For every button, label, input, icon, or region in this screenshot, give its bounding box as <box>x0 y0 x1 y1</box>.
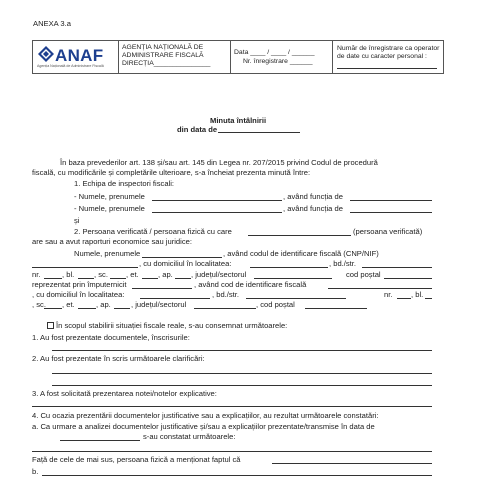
rep-ap-label: , ap. <box>96 300 111 309</box>
inspector-2-name-field[interactable] <box>152 212 282 213</box>
addr-ap-field[interactable] <box>175 278 191 279</box>
answer-1-field[interactable] <box>52 350 432 351</box>
anaf-emblem-icon <box>37 45 55 63</box>
finding-4a-field[interactable] <box>32 451 432 452</box>
answer-3-field[interactable] <box>32 406 432 407</box>
page-subtitle: din data de <box>177 125 218 134</box>
rep-nr-field[interactable] <box>397 298 411 299</box>
addr-bl-field[interactable] <box>78 278 94 279</box>
logo-subtitle: Agenția Națională de Administrare Fiscală <box>37 64 104 68</box>
addr-ap-label: , ap. <box>158 270 173 279</box>
rep-county-label: , județul/sectorul <box>131 300 187 309</box>
question-4a-line-2: s-au constatat următoarele: <box>143 432 236 441</box>
rep-sc-field[interactable] <box>44 308 62 309</box>
question-2: 2. Au fost prezentate în scris următoarele clarificări: <box>32 354 205 363</box>
rep-bl-field[interactable] <box>425 298 432 299</box>
analysis-date-field[interactable] <box>60 440 140 441</box>
meeting-date-field[interactable] <box>218 132 300 133</box>
rep-locality-field[interactable] <box>140 298 210 299</box>
checkbox-label: În scopul stabilirii situației fiscale reale, s-au consemnat următoarele: <box>56 321 288 330</box>
inspector-2-function-field[interactable] <box>350 212 432 213</box>
rep-nr-label: nr. <box>384 290 393 299</box>
addr-nr-field[interactable] <box>44 278 62 279</box>
situation-checkbox[interactable] <box>47 322 54 329</box>
header-table <box>32 40 444 74</box>
agency-line-2: ADMINISTRARE FISCALĂ <box>122 52 204 59</box>
rep-et-field[interactable] <box>78 308 96 309</box>
person-name-field[interactable] <box>142 257 222 258</box>
registration-field[interactable]: Nr. înregistrare ______ <box>243 58 313 65</box>
inspector-1-name-field[interactable] <box>152 200 282 201</box>
addr-et-field[interactable] <box>142 278 158 279</box>
answer-2-line-1[interactable] <box>52 373 432 374</box>
operator-line-2: de date cu caracter personal : <box>337 53 427 60</box>
street-label: , bd./str. <box>329 259 357 268</box>
inspector-1-function-label: , având funcția de <box>283 192 343 201</box>
addr-postal-label: cod poștal <box>346 270 381 279</box>
representative-label: reprezentat prin împuternicit <box>32 280 127 289</box>
addr-county-field[interactable] <box>254 278 332 279</box>
rep-county-field[interactable] <box>194 308 256 309</box>
addr-sc-field[interactable] <box>110 278 126 279</box>
locality-field[interactable] <box>250 267 328 268</box>
anaf-logo: ANAF <box>55 46 104 65</box>
rep-street-field[interactable] <box>246 298 346 299</box>
inspector-2-function-label: , având funcția de <box>283 204 343 213</box>
inspector-1-name-label: - Numele, prenumele <box>74 192 145 201</box>
agency-cell <box>119 41 231 73</box>
operator-line-1: Număr de înregistrare ca operator <box>337 45 440 52</box>
person-cif-label: , având codul de identificare fiscală (CNP/NIF) <box>223 249 379 258</box>
item-b-field[interactable] <box>42 475 432 476</box>
rep-ap-field[interactable] <box>114 308 130 309</box>
intro-line-1: În baza prevederilor art. 138 și/sau art. 145 din Legea nr. 207/2015 privind Codul de procedură <box>60 158 378 167</box>
item-b-label: b. <box>32 467 39 476</box>
addr-bl-label: , bl. <box>62 270 75 279</box>
agency-line-3: DIRECȚIA_______________ <box>122 60 211 67</box>
representative-cif-field[interactable] <box>328 288 432 289</box>
final-statement-label: Față de cele de mai sus, persoana fizică a menționat faptul că <box>32 455 241 464</box>
domicile-label: , cu domiciliul în localitatea: <box>139 259 232 268</box>
rep-sc-label: , sc. <box>32 300 46 309</box>
question-3: 3. A fost solicitată prezentarea notei/notelor explicative: <box>32 389 217 398</box>
and-label: și <box>74 216 80 225</box>
agency-line-1: AGENȚIA NAȚIONALĂ DE <box>122 44 204 51</box>
question-4a-line-1: a. Ca urmare a analizei documentelor justificative și/sau a explicațiilor prezentate/transmise în data de <box>32 422 375 431</box>
addr-county-label: , județul/sectorul <box>191 270 247 279</box>
inspector-1-function-field[interactable] <box>350 200 432 201</box>
question-4: 4. Cu ocazia prezentării documentelor justificative sau a explicațiilor, au rezultat următoarele constatări: <box>32 411 379 420</box>
rep-street-label: , bd./str. <box>212 290 240 299</box>
operator-number-field[interactable] <box>337 68 437 69</box>
page-title: Minuta întâlnirii <box>210 116 267 125</box>
intro-line-2: fiscală, cu modificările și completările ulterioare, s-a încheiat prezenta minută între: <box>32 168 311 177</box>
person-name-label: Numele, prenumele <box>74 249 141 258</box>
item-2-line-2: are sau a avut raporturi economice sau juridice: <box>32 237 192 246</box>
addr-et-label: , et. <box>126 270 139 279</box>
item-1-heading: 1. Echipa de inspectori fiscali: <box>74 179 175 188</box>
operator-cell <box>333 41 443 73</box>
rep-postal-label: , cod poștal <box>256 300 295 309</box>
item-2-heading: 2. Persoana verificată / persoana fizică cu care <box>74 227 232 236</box>
date-cell <box>231 41 333 73</box>
question-1: 1. Au fost prezentate documentele, înscrisurile: <box>32 333 190 342</box>
date-field[interactable]: Data ____ / ____ / ______ <box>234 49 315 56</box>
logo-cell <box>33 41 119 73</box>
person-cif-field[interactable] <box>32 267 138 268</box>
verified-person-field[interactable] <box>248 235 351 236</box>
addr-postal-field[interactable] <box>384 278 432 279</box>
answer-2-line-2[interactable] <box>52 385 432 386</box>
addr-nr-label: nr. <box>32 270 41 279</box>
street-field[interactable] <box>362 267 432 268</box>
final-statement-field[interactable] <box>272 463 432 464</box>
addr-sc-label: , sc. <box>94 270 108 279</box>
rep-bl-label: , bl. <box>411 290 424 299</box>
inspector-2-name-label: - Numele, prenumele <box>74 204 145 213</box>
representative-cif-label: , având cod de identificare fiscală <box>194 280 307 289</box>
item-2-suffix: (persoana verificată) <box>353 227 423 236</box>
annex-label: ANEXA 3.a <box>33 19 71 28</box>
rep-et-label: , et. <box>62 300 75 309</box>
representative-field[interactable] <box>132 288 192 289</box>
rep-postal-field[interactable] <box>305 308 367 309</box>
rep-domicile-label: , cu domiciliul în localitatea: <box>32 290 125 299</box>
